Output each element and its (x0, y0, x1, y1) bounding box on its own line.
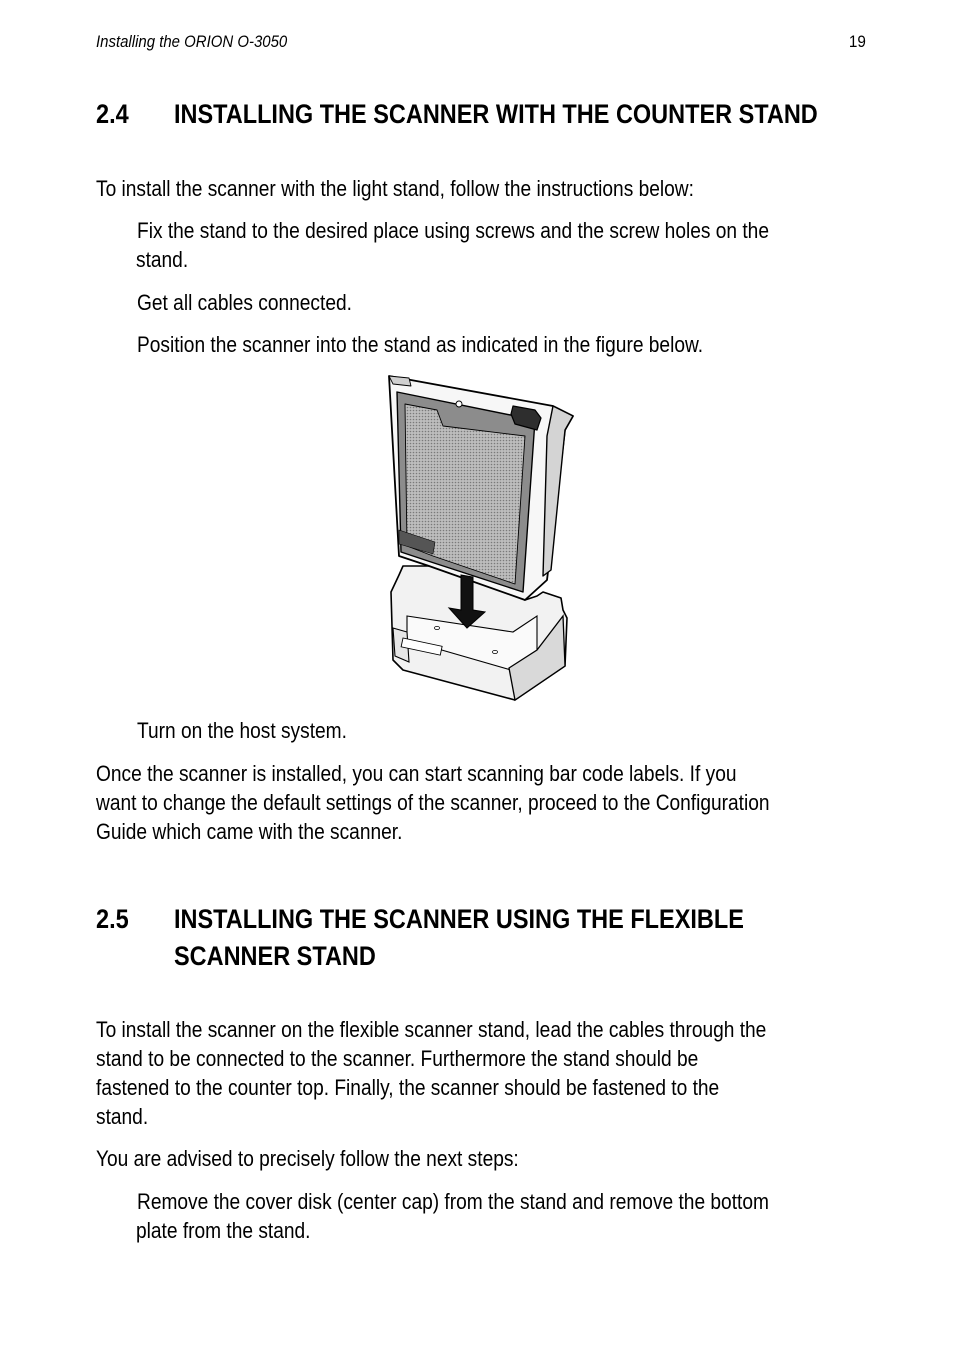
section-2-5-intro-line3: fastened to the counter top. Finally, the scanner should be fastened to the (96, 1075, 720, 1100)
section-2-4-outro-line2: want to change the default settings of the scanner, proceed to the Configuration (96, 790, 770, 815)
section-2-4-intro: To install the scanner with the light stand, follow the instructions below: (96, 176, 694, 201)
section-2-5-step1-line2: plate from the stand. (136, 1218, 311, 1243)
section-2-5-intro-line4: stand. (96, 1104, 149, 1129)
section-2-4-step1-line1: Fix the stand to the desired place using screws and the screw holes on the (137, 218, 769, 243)
section-2-4-step3: Position the scanner into the stand as indicated in the figure below. (137, 332, 704, 357)
section-2-4-outro-line1: Once the scanner is installed, you can start scanning bar code labels. If you (96, 761, 737, 786)
section-2-5-step1-line1: Remove the cover disk (center cap) from the stand and remove the bottom (137, 1189, 769, 1214)
running-header-title: Installing the ORION O-3050 (96, 32, 288, 51)
section-2-5-title-line2: SCANNER STAND (174, 941, 376, 971)
section-2-4-step1-line2: stand. (136, 247, 189, 272)
section-2-4-outro-line3: Guide which came with the scanner. (96, 819, 403, 844)
section-2-4-step2: Get all cables connected. (137, 290, 352, 315)
section-2-4-step4: Turn on the host system. (137, 718, 347, 743)
section-2-5-intro-line1: To install the scanner on the flexible scanner stand, lead the cables through the (96, 1017, 767, 1042)
section-2-5-number: 2.5 (96, 904, 129, 934)
scanner-counter-stand-figure (385, 370, 577, 704)
section-2-5-advice: You are advised to precisely follow the next steps: (96, 1146, 519, 1171)
section-2-4-title: INSTALLING THE SCANNER WITH THE COUNTER STAND (174, 99, 818, 129)
section-2-5-title-line1: INSTALLING THE SCANNER USING THE FLEXIBLE (174, 904, 744, 934)
section-2-5-intro-line2: stand to be connected to the scanner. Furthermore the stand should be (96, 1046, 699, 1071)
page-number: 19 (848, 32, 866, 51)
section-2-4-number: 2.4 (96, 99, 129, 129)
